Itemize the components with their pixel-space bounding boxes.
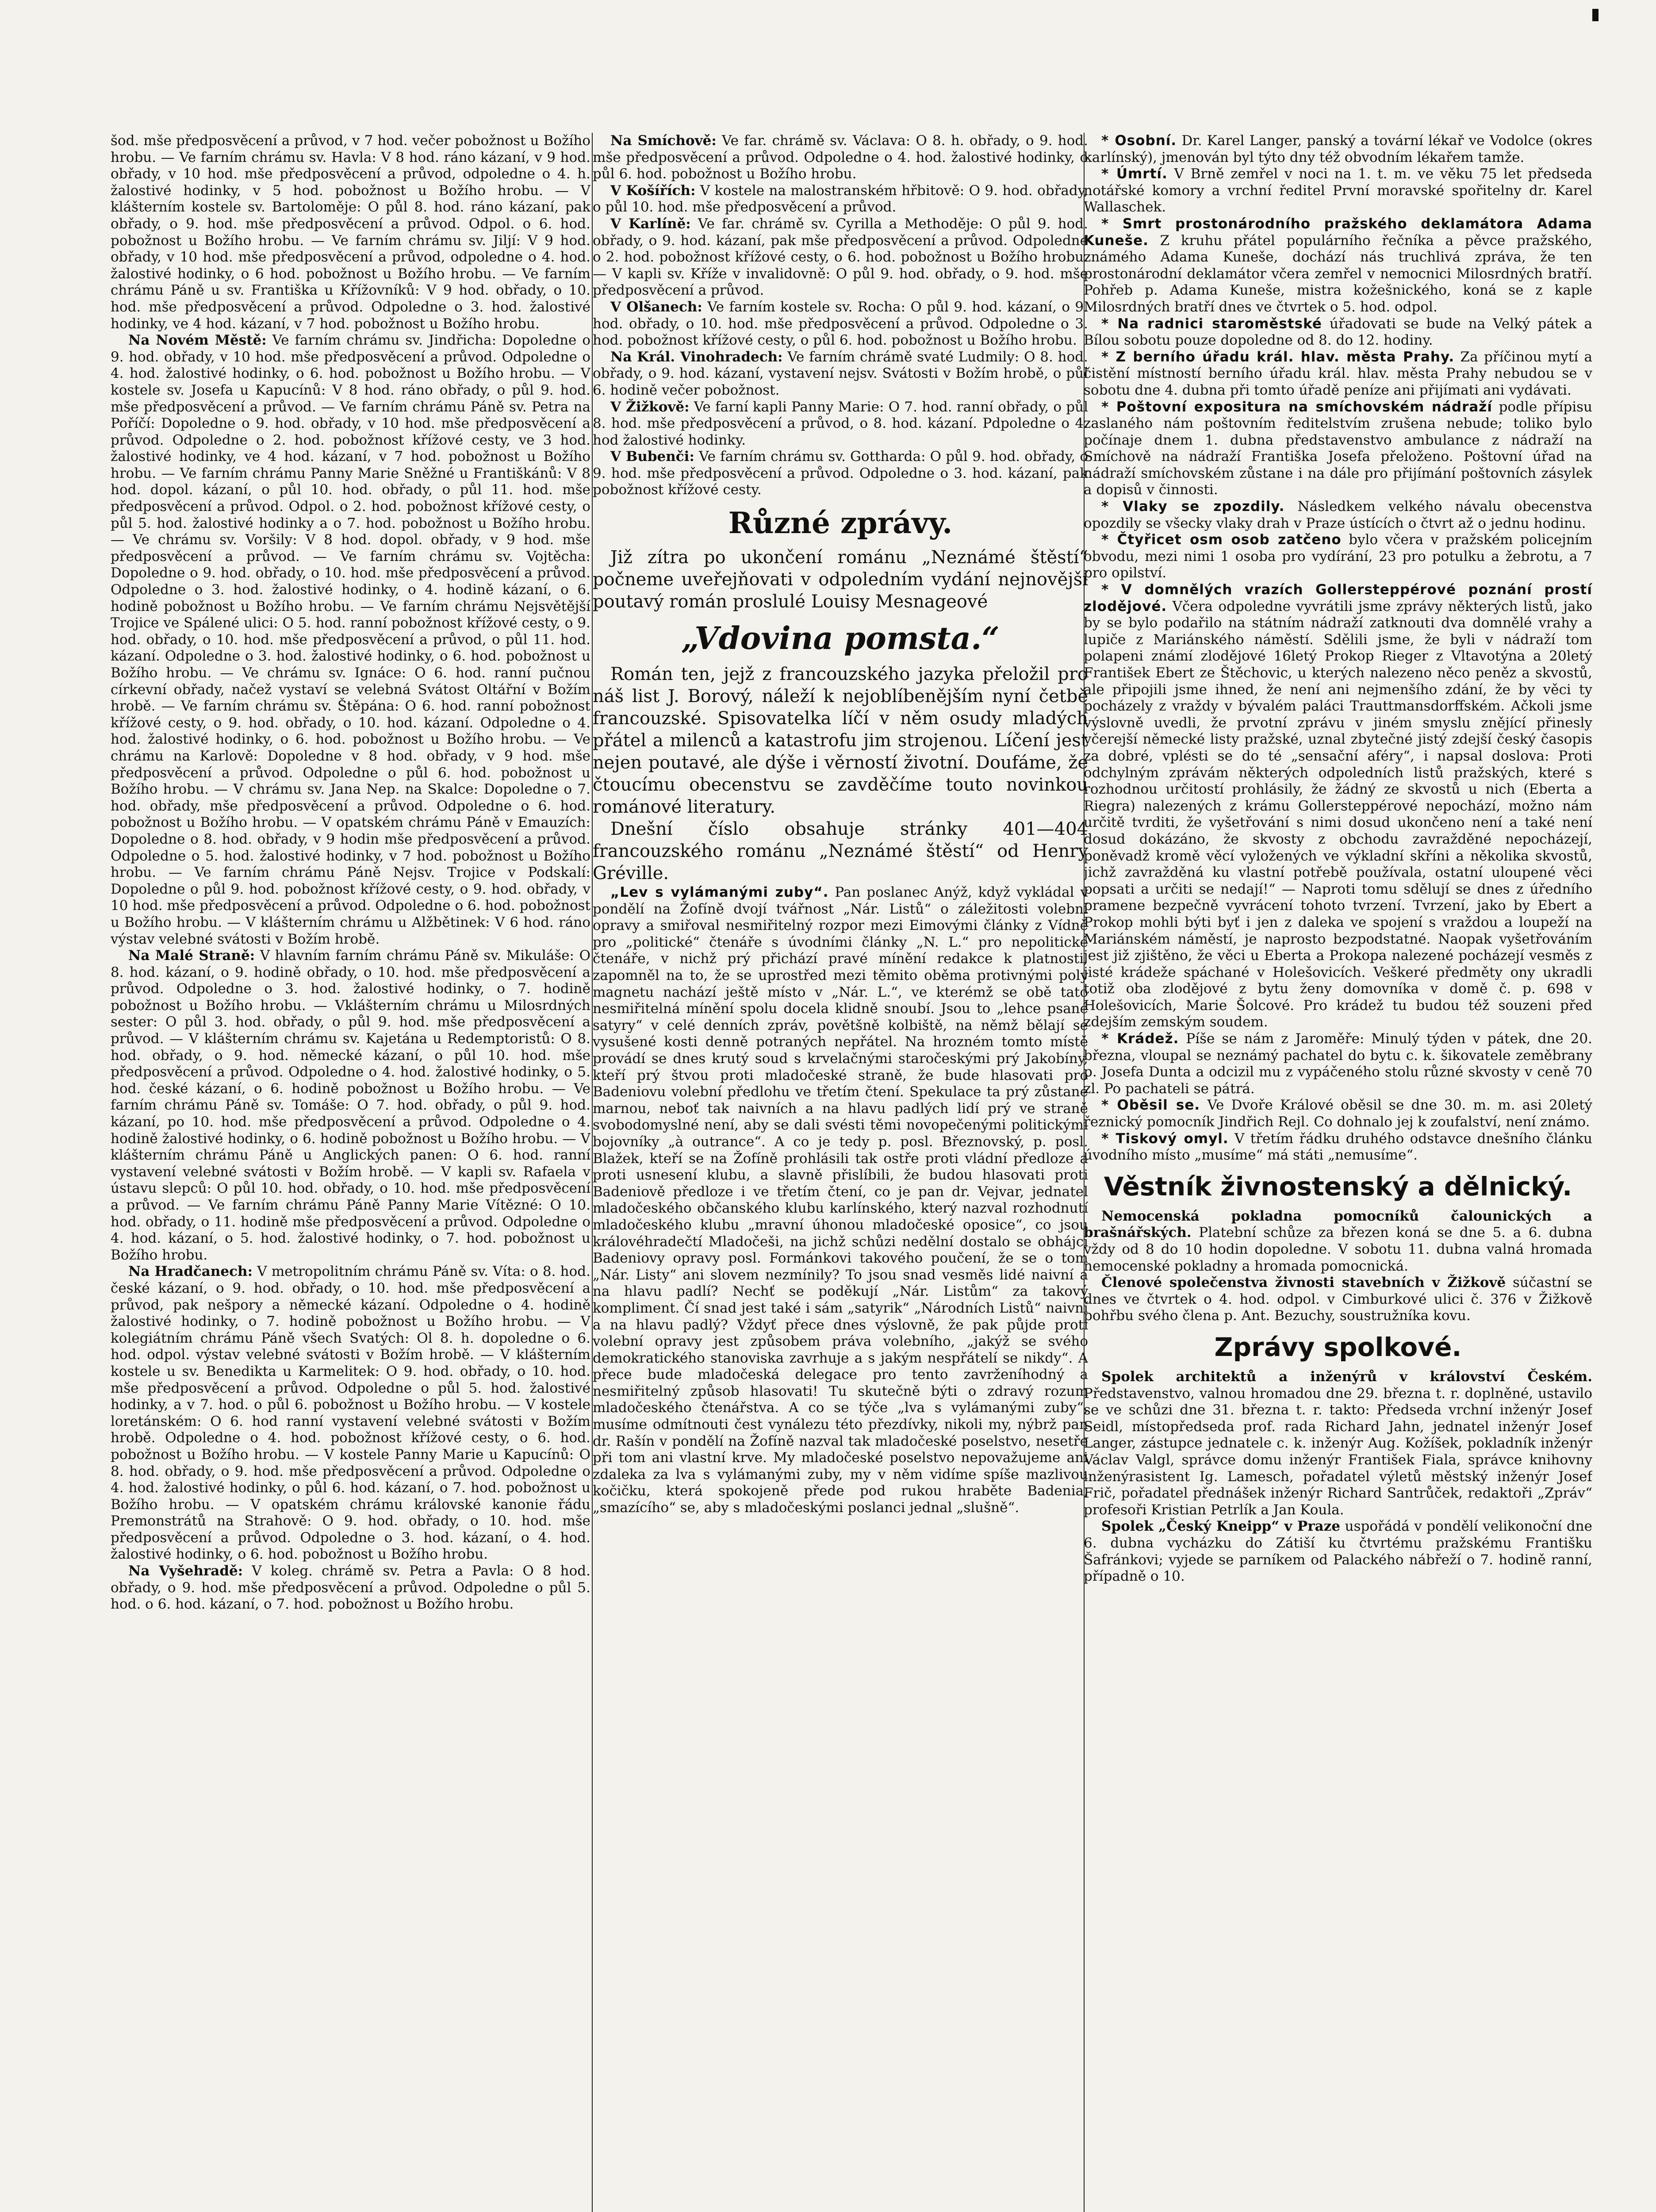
news-text: Za příčinou mytí a čistění místností berního úřadu král. hlav. města Prahy nebudou se v sobotu dne 4. dubna při tomto úřadě peníze ani přijímati ani vydávati.: [1084, 349, 1592, 398]
news-title: * Vlaky se zpozdily.: [1101, 499, 1285, 515]
news-item: [1084, 499, 1592, 532]
section-heading: Zprávy spolkové.: [1214, 1332, 1462, 1362]
news-item: [1084, 316, 1592, 349]
news-text: Z kruhu přátel populárního řečníka a pěvce pražského, známého Adama Kuneše, dochází nás truchlivá zpráva, že ten prostonárodní deklamátor včera zemřel v nemocnici Milosrdných bratří. Pohřeb p. Adama Kuneše, mistra kožešnického, koná se z kaple Milosrdných bratří dnes ve čtvrtek o 5. hod. odpol.: [1084, 232, 1592, 315]
news-item: [1084, 166, 1592, 216]
paragraph-text: V hlavním farním chrámu Páně sv. Mikuláše: O 8. hod. kázaní, o 9. hodině obřady, o 10. hod. mše předposvěcení a průvod. Odpoledne o 3. hod. žalostivé hodinky, o 7. hodině pobožnost u Božího hrobu. — Vklášterním chrámu u Milosrdných sester: O půl 3. hod. obřady, o půl 9. hod. mše předposvěcení a průvod. — V klášterním chrámu sv. Kajetána u Redemptoristů: O 8. hod. obřady, o 9. hod. německé kázaní, o půl 10. hod. mše předposvěcení a průvod. Odpoledne o 4. hod. žalostivé hodinky, o 5. hod. české kázaní, o 6. hodině pobožnost u Božího hrobu. — Ve farním chrámu Páně sv. Tomáše: O 7. hod. obřady, o půl 9. hod. kázaní, po 10. hod. mše předposvěcení a průvod. Odpoledne o 4. hodině žalostivé hodinky, o 6. hodině pobožnost u Božího hrobu. — V klášterním chrámu Páně u Anglických panen: O 6. hod. ranní vystavení velebné svátosti v Božím hrobě. — V kapli sv. Rafaela v ústavu slepců: O půl 10. hod. obřady, o 10. hod. mše předposvěcení a průvod. — Ve farním chrámu Páně Panny Marie Vítězné: O 10. hod. obřady, o 11. hodině mše předposvěcení a průvod. Odpoledne o 4. hod. kázaní, o 5. hod. žalostivé hodinky, o 7. hod. pobožnost u Božího hrobu.: [111, 948, 590, 1263]
news-item: [1084, 133, 1592, 166]
news-text: uspořádá v pondělí velikonoční dne 6. dubna vycházku do Zátiší ku čtvrtému pražskému Františku Šafránkovi; vyjede se parníkem od Palackého nábřeží o 7. hodině ranní, případně o 10.: [1084, 1518, 1592, 1585]
paragraph-text: Ve far. chrámě sv. Cyrilla a Methoděje: O půl 9. hod. obřady, o 9. hod. kázaní, pak mše předposvěcení a průvod. Odpoledne o 2. hod. pobožnost křížové cesty, o 6. hod. pobožnost u Božího hrobu. — V kapli sv. Kříže v invalidovně: O půl 9. hod. obřady, o 9. hod. mše předposvěcení a průvod.: [593, 215, 1088, 299]
news-text: Platební schůze za březen koná se dne 5. a 6. dubna vždy od 8 do 10 hodin dopoledne. V sobotu 11. dubna valná hromada nemocenské pokladny a hromada pomocnická.: [1084, 1225, 1592, 1274]
article-title: „Lev s vylámanými zuby“.: [610, 884, 829, 901]
news-item: [1084, 1369, 1592, 1518]
section-label: V Košířích:: [610, 182, 696, 199]
paragraph: [593, 449, 1088, 499]
section-label: Na Smíchově:: [610, 133, 717, 149]
paragraph-text: V metropolitním chrámu Páně sv. Víta: o 8. hod. české kázaní, o 9. hod. obřady, o 10. hod. mše předposvěcení a průvod, pak nešpory a německé kázaní. Odpoledne o 4. hodině žalostivé hodinky, o 7. hodině pobožnost u Božího hrobu. — V kolegiátním chrámu Páně všech Svatých: Ol 8. h. dopoledne o 6. hod. odpol. výstav velebné svátosti v Božím hrobě. — V klášterním kostele u sv. Benedikta u Karmelitek: O 9. hod. obřady, o 10. hod. mše předposvěcení a průvod. Odpoledne o půl 5. hod. žalostivé hodinky, a v 7. hod. o půl 6. pobožnost u Božího hrobu. — V kostele loretánském: O 6. hod ranní vystavení velebné svátosti v Božím hrobě. Odpoledne o 4. hod. pobožnost křížové cesty, o 6. hod. pobožnost u Božího hrobu. — V kostele Panny Marie u Kapucínů: O 8. hod. obřady, o 9. hod. mše předposvěcení a průvod. Odpoledne o 4. hod. žalostivé hodinky, o půl 6. hod. kázaní, o 7. hod. pobožnost u Božího hrobu. — V opatském chrámu královské kanonie řádu Premonstrátů na Strahově: O 9. hod. obřady, o 10. hod. mše předposvěcení a průvod. Odpoledne o 3. hod. kázaní, o 4. hod. žalostivé hodinky, o 6. hod. pobožnost u Božího hrobu.: [111, 1263, 590, 1563]
news-title: * Na radnici staroměstské: [1101, 315, 1322, 332]
news-text: V Brně zemřel v noci na 1. t. m. ve věku 75 let předseda notářské komory a vrchní ředitel První moravské spořitelny dr. Karel Wallaschek.: [1084, 166, 1592, 215]
news-title: Členové společenstva živnosti stavebních v Žižkově: [1101, 1275, 1506, 1291]
paragraph-text: Ve farním chrámě svaté Ludmily: O 8. hod. obřady, o 9. hod. kázaní, vystavení nejsv. Svátosti v Božím hrobě, o půl 6. hodině večer pobožnost.: [593, 349, 1088, 398]
section-heading: Věstník živnostenský a dělnický.: [1104, 1171, 1572, 1202]
news-title: * Z berního úřadu král. hlav. města Prahy.: [1101, 349, 1455, 365]
paragraph: [593, 216, 1088, 299]
news-item: [1084, 532, 1592, 582]
news-title: * Smrt prostonárodního pražského deklamátora Adama Kuneše.: [1084, 215, 1592, 249]
news-text: bylo včera v pražském policejním obvodu, mezi nimi 1 osoba pro vydírání, 23 pro potulku a žebrotu, a 7 pro opilství.: [1084, 532, 1592, 581]
paragraph: [593, 349, 1088, 399]
news-item: [1084, 399, 1592, 499]
news-title: * Čtyřicet osm osob zatčeno: [1101, 532, 1342, 548]
section-label: Na Hradčanech:: [128, 1263, 253, 1280]
paragraph-text: Ve farním chrámu sv. Jindřicha: Dopoledne o 9. hod. obřady, v 10 hod. mše předposvěcení a průvod. Odpoledne o 4. hod. žalostivé hodinky, o 6. hod. pobožnost u Božího hrobu. — V kostele sv. Josefa u Kapucínů: V 8 hod. ráno obřady, o půl 9. hod. mše předposvěcení a průvod. — Ve farním chrámu Páně sv. Petra na Poříčí: Dopoledne o 9. hod. obřady, v 10 hod. mše předposvěcení a průvod. Odpoledne o 2. hod. pobožnost křížové cesty, ve 3 hod. žalostivé hodinky, ve 4 hod. kázaní, v 7 hod. pobožnost u Božího hrobu. — Ve farním chrámu Panny Marie Sněžné u Františkánů: V 8 hod. dopol. kázaní, o půl 10. hod. obřady, o půl 11. hod. mše předposvěcení a průvod. Odpol. o 2. hod. pobožnost křížové cesty, o půl 5. hod. žalostivé hodinky a o 7. hod. pobožnost u Božího hrobu. — Ve chrámu sv. Voršily: V 8 hod. dopol. obřady, v 9 hod. mše předposvěcení a průvod. — Ve farním chrámu sv. Vojtěcha: Dopoledne o 9. hod. obřady, o 10. hod. mše předposvěcení a průvod. Odpoledne o 3. hod. žalostivé hodinky, o 4. hodině kázaní, o 6. hodině pobožnost u Božího hrobu. — Ve farním chrámu Nejsvětější Trojice ve Spálené ulici: O 5. hod. ranní pobožnost křížové cesty, o 9. hod. obřady, o 10. hod. mše předposvěcení a průvod, o půl 11. hod. kázaní. Odpoledne o 3. hod. žalostivé hodinky, o 6. hod. pobožnost u Božího hrobu. — Ve chrámu sv. Ignáce: O 6. hod. ranní pučnou církevní obřady, načež vystaví se velebná Svátost Oltářní v Božím hrobě. — Ve farním chrámu sv. Štěpána: O 6. hod. ranní pobožnost křížové cesty, o 9. hod. obřady, o 10. hod. kázaní. Odpoledne o 4. hod. žalostivé hodinky, o 6. hod. pobožnost u Božího hrobu. — Ve chrámu na Karlově: Dopoledne v 8 hod. obřady, v 9 hod. mše předposvěcení a průvod. Odpoledne o půl 6. hod. pobožnost u Božího hrobu. — V chrámu sv. Jana Nep. na Skalce: Dopoledne o 7. hod. obřady, mše předposvěcení a průvod. Odpoledne o 6. hod. pobožnost u Božího hrobu. — V opatském chrámu Páně v Emauzích: Dopoledne o 8. hod. obřady, v 9 hodin mše předposvěcení a průvod. Odpoledne o 5. hod. žalostivé hodinky, v 7 hod. pobožnost u Božího hrobu. — Ve farním chrámu Páně Nejsv. Trojice v Podskalí: Dopoledne o půl 9. hod. pobožnost křížové cesty, o 9. hod. obřady, v 10 hod. mše předposvěcení a průvod. Odpoledne o 6. hod. pobožnost u Božího hrobu. — V klášterním chrámu u Alžbětinek: V 6 hod. ráno výstav velebné svátosti v Božím hrobě.: [111, 332, 590, 947]
paragraph: [111, 1563, 590, 1613]
paragraph: [111, 332, 590, 948]
paragraph: [593, 183, 1088, 216]
paragraph: [593, 399, 1088, 449]
section-heading: Různé zprávy.: [728, 506, 953, 541]
scan-speck: [1592, 9, 1598, 21]
news-text: Následkem velkého návalu obecenstva opozdily se všecky vlaky drah v Praze ústících o čtvrt až o jednu hodinu.: [1084, 499, 1592, 531]
news-item: [1084, 1518, 1592, 1585]
news-title: * Oběsil se.: [1101, 1097, 1200, 1114]
section-label: Na Král. Vinohradech:: [610, 349, 783, 365]
paragraph: šod. mše předposvěcení a průvod, v 7 hod. večer pobožnost u Božího hrobu. — Ve farním chrámu sv. Havla: V 8 hod. ráno kázaní, v 9 hod. obřady, v 10 hod. mše předposvěcení a průvod, odpoledne o 4. h. žalostivé hodinky, v 5 hod. pobožnost u Božího hrobu. — V klášterním kostele sv. Bartoloměje: O půl 8. hod. ráno kázaní, pak obřady, o 9. hod. mše předposvěcení a průvod. Odpol. o 6. hod. pobožnost u Božího hrobu. — Ve farním chrámu sv. Jiljí: V 9 hod. obřady, v 10 hod. mše předposvěcení a průvod, odpoledne o 4. hod. žalostivé hodinky, o 6 hod. pobožnost u Božího hrobu. — Ve farním chrámu Páně u sv. Františka u Křížovníků: V 9 hod. obřady, o 10. hod. mše předposvěcení a průvod. Odpoledne o 3. hod. žalostivé hodinky, ve 4 hod. kázaní, v 7 hod. pobožnost u Božího hrobu.: [111, 133, 590, 332]
news-item: [1084, 216, 1592, 316]
news-title: Nemocenská pokladna pomocníků čalounických a brašnářských.: [1084, 1208, 1592, 1241]
news-title: * Poštovní expositura na smíchovském nádraží: [1101, 399, 1492, 415]
paragraph-text: Pan poslanec Anýž, když vykládal v pondělí na Žofíně dvojí tvářnost „Nár. Listů“ o záležitosti volební opravy a smiřoval nesmiřitelný rozpor mezi Eimovými články z Vídně pro „politické“ čtenáře s úvodními články „N. L.“ pro nepolitické čtenáře, v nichž prý přichází pravé mínění redakce k platnosti, zapomněl na to, že se uprostřed mezi těmito oběma protivnými poly magnetu nachází ještě místo v „Nár. L.“, ve kterémž se obě tato nesmiřitelná mínění spolu docela klidně snoubí. Jsou to „lehce psané satyry“ v celé denních zpráv, povětšně kolbiště, na němž bělají se vysušené kosti denně potraných nepřátel. Na hrozném tomto místě provádí se dnes krutý soud s krvelačnými staročeskými prý Jakobíny, kteří prý štvou proti mladočeské straně, že bude hlasovati pro Badeniovu volební předlohu ve třetím čtení. Spekulace ta prý zůstane marnou, neboť tak naivních a na hlavu padlých lidí prý ve straně svobodomyslné není, aby se dali svésti těmi novopečenými politickými bojovníky „à outrance“. A co je tedy p. posl. Březnovský, p. posl. Blažek, kteří se na Žofíně prohlásili tak ostře proti vládní předloze a proti usnesení klubu, a slavně přislíbili, že budou hlasovati proti Badeniově předloze i ve třetím čtení, co je pan dr. Vejvar, jednatel mladočeského občanského klubu karlínského, který nazval rozhodnutí mladočeského klubu „mravní úhonou mladočeské oposice“, co jsou královéhradečtí Mladočeši, na jichž schůzi nedělní dostalo se obhájci Badeniovy opravy posl. Formánkovi takového poučení, že se o tom „Nár. Listy“ ani slovem nezmínily? To jsou snad vesměs lidé naivní a na hlavu padlí? Nechť se poděkují „Nár. Listům“ za takový kompliment. Čí snad jest také i sám „satyrik“ „Národních Listů“ naivní a na hlavu padlý? Vždyť přece dnes výslovně, že pak půjde proti volební opravy jest způsobem práva volebního, „jakýž se svého demokratického stanoviska zavrhuje a s jakým nespřátelí se nikdy“. A přece bude mladočeská delegace pro tento zavrženíhodný a nesmiřitelný způsob hlasovati! Tu skutečně býti o zdravý rozum mladočeského čtenářstva. A co se týče „lva s vylámanými zuby“, musíme odmítnouti čest vynálezu této přezdívky, nikoli my, nýbrž pan dr. Rašín v pondělí na Žofíně nazval tak mladočeské poselstvo, nesetře při tom ani vlastní krve. My mladočeské poselstvo nepovažujeme ani zdaleka za lva s vylámanými zuby, my v něm vidíme spíše mazlivou kočičku, která spokojeně přede pod rukou hraběte Badenia, „smazícího“ se, aby s mladočeskými poslanci jednal „slušně“.: [593, 884, 1088, 1516]
news-item: [1084, 582, 1592, 1031]
news-title: * Úmrtí.: [1101, 166, 1168, 182]
section-label: Na Malé Straně:: [128, 948, 255, 964]
column-middle: [593, 133, 1088, 2212]
section-label: Na Vyšehradě:: [128, 1563, 243, 1579]
section-label: V Olšanech:: [610, 299, 702, 315]
news-item: [1084, 1097, 1592, 1130]
paragraph: [593, 133, 1088, 183]
section-label: V Žižkově:: [610, 399, 690, 415]
news-title: Spolek „Český Kneipp“ v Praze: [1101, 1518, 1341, 1535]
paragraph: [111, 948, 590, 1263]
news-title: * V domnělých vrazích Gollersteppérové poznání prostí zlodějové.: [1084, 582, 1592, 614]
news-text: Představenstvo, valnou hromadou dne 29. března t. r. doplněné, ustavilo se ve schůzi dne 31. března t. r. takto: Předseda vrchní inženýr Josef Seidl, místopředseda prof. rada Richard Jahn, jednatel inženýr Josef Langer, zástupce jednatele c. k. inženýr Aug. Kožíšek, pokladník inženýr Václav Valgl, správce domu inženýr František Fiala, správce knihovny inženýrasistent Ig. Lamesch, pořadatel výletů městský inženýr Josef Frič, pořadatel přednášek inženýr Richard Santrůček, redaktoři „Zpráv“ profesoři Kristian Petrlík a Jan Koula.: [1084, 1385, 1592, 1518]
news-text: Dr. Karel Langer, panský a tovární lékař ve Vodolce (okres karlínský), jmenován byl týto dny též obvodním lékařem tamže.: [1084, 133, 1592, 165]
column-left: [111, 133, 590, 2212]
news-title: * Osobní.: [1101, 133, 1177, 149]
paragraph-text: V kostele na malostranském hřbitově: O 9. hod. obřady, o půl 10. hod. mše předposvěcení a průvod.: [593, 182, 1088, 215]
section-label: V Karlíně:: [610, 215, 691, 232]
news-item: [1084, 349, 1592, 399]
paragraph-text: Ve farním kostele sv. Rocha: O půl 9. hod. kázaní, o 9. hod. obřady, o 10. hod. mše předposvěcení a průvod. Odpoledne o 3. hod. pobožnost křížové cesty, o půl 6. hod. pobožnost u Božího hrobu.: [593, 299, 1088, 349]
section-label: Na Novém Městě:: [128, 332, 267, 349]
paragraph: [593, 884, 1088, 1517]
lead-paragraph: Již zítra po ukončení románu „Neznámé štěstí“ počneme uveřejňovati v odpoledním vydání nejnovější poutavý román proslulé Louisy Mesnageové: [593, 547, 1088, 612]
news-text: Včera odpoledne vyvrátili jsme zprávy některých listů, jako by se bylo podařilo na státním nádraží zatknouti dva domnělé vrahy a lupiče z Mariánského náměstí. Sdělili jsme, že byli v nádraží tom polapeni známí zlodějové 16letý Prokop Rieger z Vltavotýna a 20letý František Ebert ze Štěchovic, u kterých nalezeno něco peněz a skvostů, ale připojili jsme ihned, že není ani nejmenšího zdání, že by věci ty pocházely z vraždy v bývalém paláci Trauttmansdorffském. Ačkoli jsme výslovně uvedli, že prvotní zprávu v jiném smyslu znějící přinesly včerejší německé listy pražské, uznal zbytečné jistý zdejší český časopis za dobré, vplésti se do té „sensační aféry“, i napsal doslova: Proti odchylným zprávám některých odpoledních listů pražských, které s rozhodnou určitostí prohlásily, že žádný ze skvostů u nich (Eberta a Riegra) nalezených z krámu Gollersteppérové nepochází, možno nám určitě tvrditi, že vyšetřování s nimi dosud ukončeno není a také není dosud dokázáno, že skvosty z obchodu zavražděné nepocházejí, poněvadž kromě věcí vyložených ve výkladní skříni a několika skvostů, jichž zavražděná ku vlastní potřebě používala, ostatní uloupené věci popsati a určiti se nedají!“ — Naproti tomu sdělují se dnes z úředního pramene bezpečně vyvrácení tohoto tvrzení. Tvrzení, jako by Ebert a Prokop mohli býti byť i jen z daleka ve spojení s vraždou a loupeží na Mariánském náměstí, je naprosto bezpodstatné. Naopak vyšetřováním jest již zjištěno, že věci u Eberta a Prokopa nalezené pocházejí vesměs z jisté krádeže spáchané v Holešovicích. Veškeré předměty ony ukradli totiž oba zlodějové z bytu ženy domovníka v domě č. p. 698 v Holešovicích, Marie Šolcové. Pro krádež tu budou též souzeni před zdejším zemským soudem.: [1084, 598, 1592, 1030]
column-right: [1084, 133, 1592, 2212]
news-text: Píše se nám z Jaroměře: Minulý týden v pátek, dne 20. března, vloupal se neznámý pachatel do bytu c. k. šikovatele zeměbrany p. Josefa Dunta a odcizil mu z vypáčeného stolu různé skvosty v ceně 70 zl. Po pachateli se pátrá.: [1084, 1031, 1592, 1097]
paragraph: [111, 1263, 590, 1563]
paragraph-text: V koleg. chrámě sv. Petra a Pavla: O 8 hod. obřady, o 9. hod. mše předposvěcení a průvod. Odpoledne o půl 5. hod. o 6. hod. kázaní, o 7. hod. pobožnost u Božího hrobu.: [111, 1563, 590, 1613]
novel-title: „Vdovina pomsta.“: [681, 620, 1000, 657]
news-text: V třetím řádku druhého odstavce dnešního článku úvodního místo „musíme“ má státi „nemusíme“.: [1084, 1130, 1592, 1164]
section-label: V Bubenči:: [610, 449, 694, 465]
news-item: [1084, 1131, 1592, 1164]
news-item: [1084, 1275, 1592, 1325]
paragraph: [593, 299, 1088, 349]
paragraph-text: Ve farní kapli Panny Marie: O 7. hod. ranní obřady, o půl 8. hod. mše předposvěcení a průvod, o 8. hod. kázaní. Pdpoledne o 4. hod žalostivé hodinky.: [593, 399, 1088, 448]
news-text: súčastní se dnes ve čtvrtek o 4. hod. odpol. v Cimburkové ulici č. 376 v Žižkově pohřbu svého člena p. Ant. Bezuchy, soustružníka kovu.: [1084, 1275, 1592, 1324]
news-text: úřadovati se bude na Velký pátek a Bílou sobotu pouze dopoledne od 8. do 12. hodiny.: [1084, 315, 1592, 349]
paragraph-text: Ve far. chrámě sv. Václava: O 8. h. obřady, o 9. hod. mše předposvěcení a průvod. Odpoledne o 4. hod. žalostivé hodinky, o půl 6. hod. pobožnost u Božího hrobu.: [593, 133, 1088, 182]
news-title: * Krádež.: [1101, 1031, 1179, 1047]
news-text: podle přípisu zaslaného nám poštovním ředitelstvím zrušena nebude; toliko bylo počínaje dnem 1. dubna představenstvo ambulance z nádraží na Smíchově na nádraží Františka Josefa přeloženo. Poštovní úřad na nádraží smíchovském zůstane i na dále pro přijímání poštovních zásylek a dopisů v činnosti.: [1084, 399, 1592, 498]
news-item: [1084, 1031, 1592, 1097]
news-item: [1084, 1208, 1592, 1275]
lead-paragraph: Dnešní číslo obsahuje stránky 401—404 francouzského románu „Neznámé štěstí“ od Henry Gréville.: [593, 819, 1088, 884]
news-title: Spolek architektů a inženýrů v království Českém.: [1101, 1368, 1592, 1385]
news-text: Ve Dvoře Králové oběsil se dne 30. m. m. asi 20letý řeznický pomocník Jindřich Rejl. Co dohnalo jej k zoufalství, není známo.: [1084, 1097, 1592, 1130]
news-title: * Tiskový omyl.: [1101, 1130, 1229, 1147]
lead-paragraph: Román ten, jejž z francouzského jazyka přeložil pro náš list J. Borový, náleží k nejoblíbenějším nyní četbě francouzské. Spisovatelka líčí v něm osudy mladých přátel a milenců a katastrofu jim strojenou. Líčení jest nejen poutavé, ale dýše i věrností životní. Doufáme, že čtoucímu obecenstvu se zavděčíme touto novinkou románové literatury.: [593, 664, 1088, 818]
paragraph-text: Ve farním chrámu sv. Gotthardа: O půl 9. hod. obřady, o 9. hod. mše předposvěcení a průvod. Odpoledne o 3. hod. kázaní, pak pobožnost křížové cesty.: [593, 449, 1088, 498]
